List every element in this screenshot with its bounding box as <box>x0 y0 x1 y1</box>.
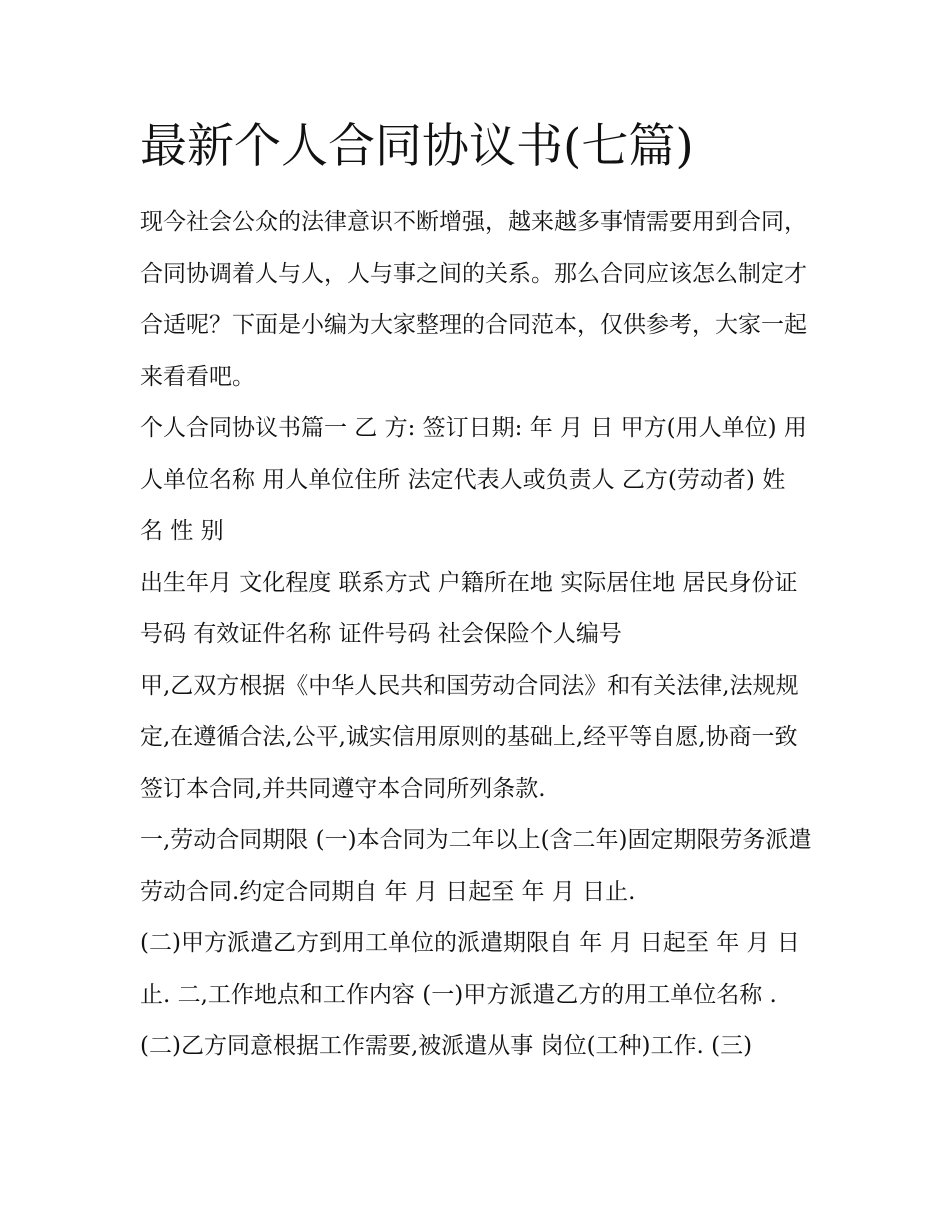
paragraph-job-position: (二)乙方同意根据工作需要,被派遣从事 岗位(工种)工作. (三) <box>140 1033 753 1059</box>
document-title: 最新个人合同协议书(七篇) <box>140 119 694 174</box>
paragraph-contract-term: 一,劳动合同期限 (一)本合同为二年以上(含二年)固定期限劳务派遣劳动合同.约定合同期自 年 月 日起至 年 月 日止. <box>140 827 812 905</box>
paragraph-legal-basis: 甲,乙双方根据《中华人民共和国劳动合同法》和有关法律,法规规定,在遵循合法,公平,诚实信用原则的基础上,经平等自愿,协商一致签订本合同,并共同遵守本合同所列条款. <box>140 672 799 802</box>
paragraph-contract-header: 个人合同协议书篇一 乙 方: 签订日期: 年 月 日 甲方(用人单位) 用人单位名称 用人单位住所 法定代表人或负责人 乙方(劳动者) 姓 名 性 别 <box>140 415 807 544</box>
paragraph-personal-info: 出生年月 文化程度 联系方式 户籍所在地 实际居住地 居民身份证号码 有效证件名称 证件号码 社会保险个人编号 <box>140 569 798 647</box>
paragraph-intro: 现今社会公众的法律意识不断增强，越来越多事情需要用到合同，合同协调着人与人，人与事之间的关系。那么合同应该怎么制定才合适呢？下面是小编为大家整理的合同范本，仅供参考，大家一起来看看吧。 <box>140 209 807 390</box>
paragraph-dispatch-period: (二)甲方派遣乙方到用工单位的派遣期限自 年 月 日起至 年 月 日止. 二,工作地点和工作内容 (一)甲方派遣乙方的用工单位名称 . <box>140 930 800 1008</box>
document-body <box>140 197 815 1073</box>
